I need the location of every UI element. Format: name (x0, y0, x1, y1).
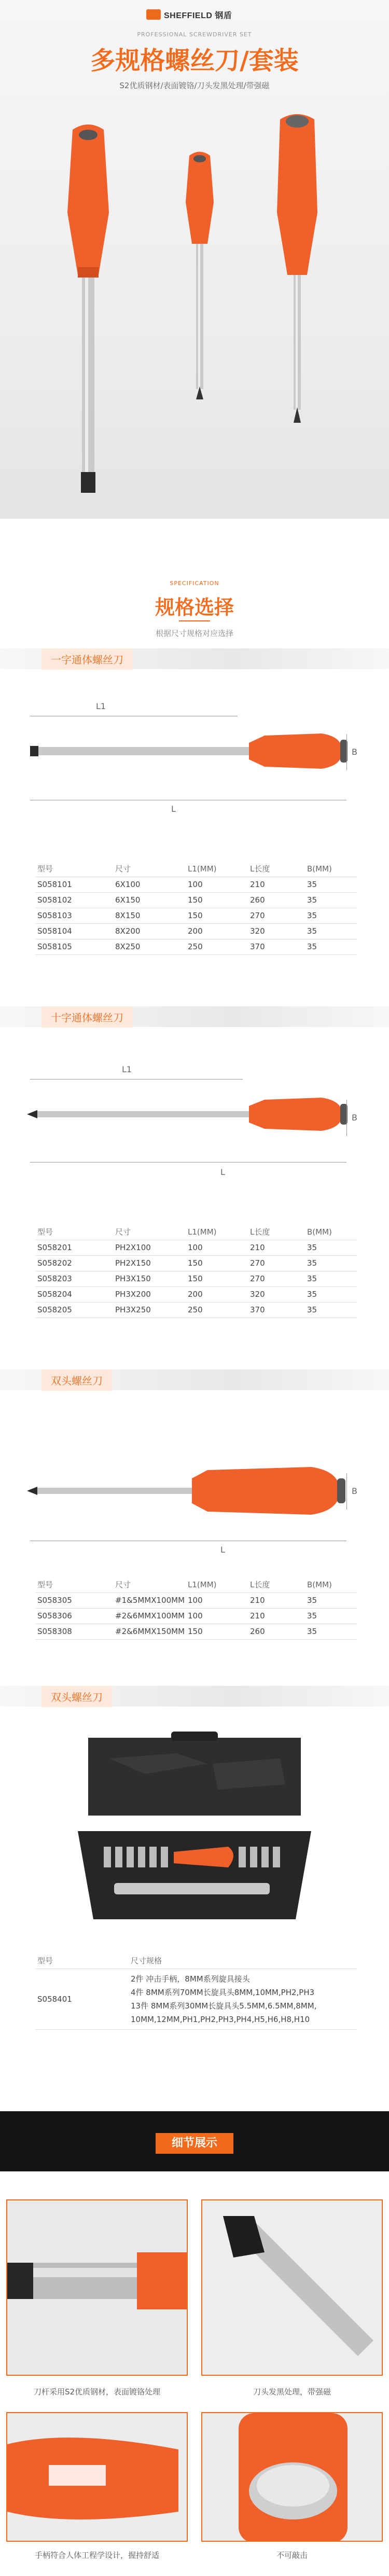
detail-photo-tip (201, 2199, 383, 2376)
dim-b-line (346, 1100, 347, 1136)
col-l1: L1(MM) (188, 864, 217, 874)
double-screwdriver-diagram (21, 1427, 373, 1541)
hero-screwdrivers-image (0, 99, 389, 503)
col-model: 型号 (37, 864, 53, 874)
set-line: 2件 冲击手柄，8MM系列旋具接头 (131, 1974, 250, 1984)
brand-name: SHEFFIELD 钢盾 (164, 11, 232, 20)
table-header-row: 型号 尺寸规格 (37, 1956, 162, 1966)
hero-kicker: PROFESSIONAL SCREWDRIVER SET (137, 31, 252, 38)
dim-b-line (346, 1473, 347, 1509)
dim-b-label: B (352, 1486, 357, 1496)
dim-b-label: B (352, 1113, 357, 1123)
dim-l-label: L (171, 804, 176, 814)
col-size: 尺寸 (115, 864, 131, 874)
detail-caption-handle: 手柄符合人体工程学设计，握持舒适 (34, 2551, 159, 2560)
detail-caption-cap: 不可敲击 (276, 2551, 308, 2560)
double-spec-table (35, 1577, 357, 1640)
category-double (0, 1369, 389, 1390)
flat-spec-table (35, 861, 357, 955)
dim-l1-label: L1 (122, 1064, 132, 1074)
table-row: S058205 PH3X250 250 370 35 (35, 1302, 357, 1318)
detail-photo-shaft (6, 2199, 188, 2376)
col-l: L长度 (250, 864, 270, 874)
specs-title-underline (179, 620, 210, 621)
set-spec-table (35, 1953, 357, 2030)
dim-l1-label: L1 (96, 701, 106, 711)
cross-screwdriver-diagram (21, 1058, 373, 1178)
set-line: 10MM,12MM,PH1,PH2,PH3,PH4,H5,H6,H8,H10 (131, 2014, 310, 2024)
screwdriver-set-case-image (73, 1727, 316, 1935)
category-set (0, 1686, 389, 1707)
table-row: S058204 PH3X200 200 320 35 (35, 1286, 357, 1302)
detail-photo-handle (6, 2412, 188, 2542)
cross-spec-table (35, 1224, 357, 1318)
table-row (35, 1969, 357, 2029)
table-row: S058105 8X250 250 370 35 (35, 939, 357, 954)
table-row: S058104 8X200 200 320 35 (35, 923, 357, 939)
specs-kicker: SPECIFICATION (170, 580, 219, 587)
table-row: S058103 8X150 150 270 35 (35, 908, 357, 923)
col-b: B(MM) (307, 864, 332, 874)
flat-screwdriver-diagram (21, 695, 373, 825)
table-row: S058308 #2&6MMX150MM 150 260 35 (35, 1624, 357, 1639)
specs-title: 规格选择 (155, 596, 234, 619)
set-line: 4件 8MM系列70MM长旋具头8MM,10MM,PH2,PH3 (131, 1987, 315, 1997)
detail-photo-cap (201, 2412, 383, 2542)
table-row: S058102 6X150 150 260 35 (35, 892, 357, 908)
specs-subtitle: 根据尺寸规格对应选择 (155, 629, 233, 638)
category-flat (0, 648, 389, 669)
dim-b-line (346, 734, 347, 770)
category-cross (0, 1006, 389, 1027)
set-line: 13件 8MM系列30MM长旋具头5.5MM,6.5MM,8MM, (131, 2001, 317, 2011)
brand-logo (146, 8, 243, 21)
table-row: S058203 PH3X150 150 270 35 (35, 1271, 357, 1286)
table-row: S058306 #2&6MMX100MM 100 210 35 (35, 1608, 357, 1624)
brand-mark-icon (146, 9, 161, 20)
dim-l-label: L (220, 1545, 225, 1555)
category-cross-label: 十字通体螺丝刀 (41, 1006, 133, 1028)
category-flat-label: 一字通体螺丝刀 (41, 648, 133, 670)
hero-subtitle: S2优质钢材/表面镀铬/刀头发黑处理/带强磁 (119, 81, 270, 90)
detail-caption-tip: 刀头发黑处理，带强磁 (253, 2387, 331, 2397)
category-double-label: 双头螺丝刀 (41, 1369, 112, 1391)
table-row: S058202 PH2X150 150 270 35 (35, 1255, 357, 1271)
table-row: S058201 PH2X100 100 210 35 (35, 1240, 357, 1255)
category-set-label: 双头螺丝刀 (41, 1686, 112, 1707)
dim-l-label: L (220, 1167, 225, 1177)
table-header-row: 型号 尺寸 L1(MM) L长度 B(MM) (37, 1227, 332, 1237)
table-row: S058101 6X100 100 210 35 (35, 877, 357, 892)
table-header-row (35, 861, 357, 877)
dim-b-label: B (352, 747, 357, 757)
hero-title: 多规格螺丝刀/套装 (90, 46, 299, 75)
table-row: S058305 #1&5MMX100MM 100 210 35 (35, 1592, 357, 1608)
details-title: 细节展示 (156, 2133, 233, 2154)
detail-caption-shaft: 刀杆采用S2优质钢材，表面镀铬处理 (33, 2387, 161, 2397)
set-model: S058401 (35, 1969, 129, 2029)
table-header-row: 型号 尺寸 L1(MM) L长度 B(MM) (37, 1580, 332, 1590)
